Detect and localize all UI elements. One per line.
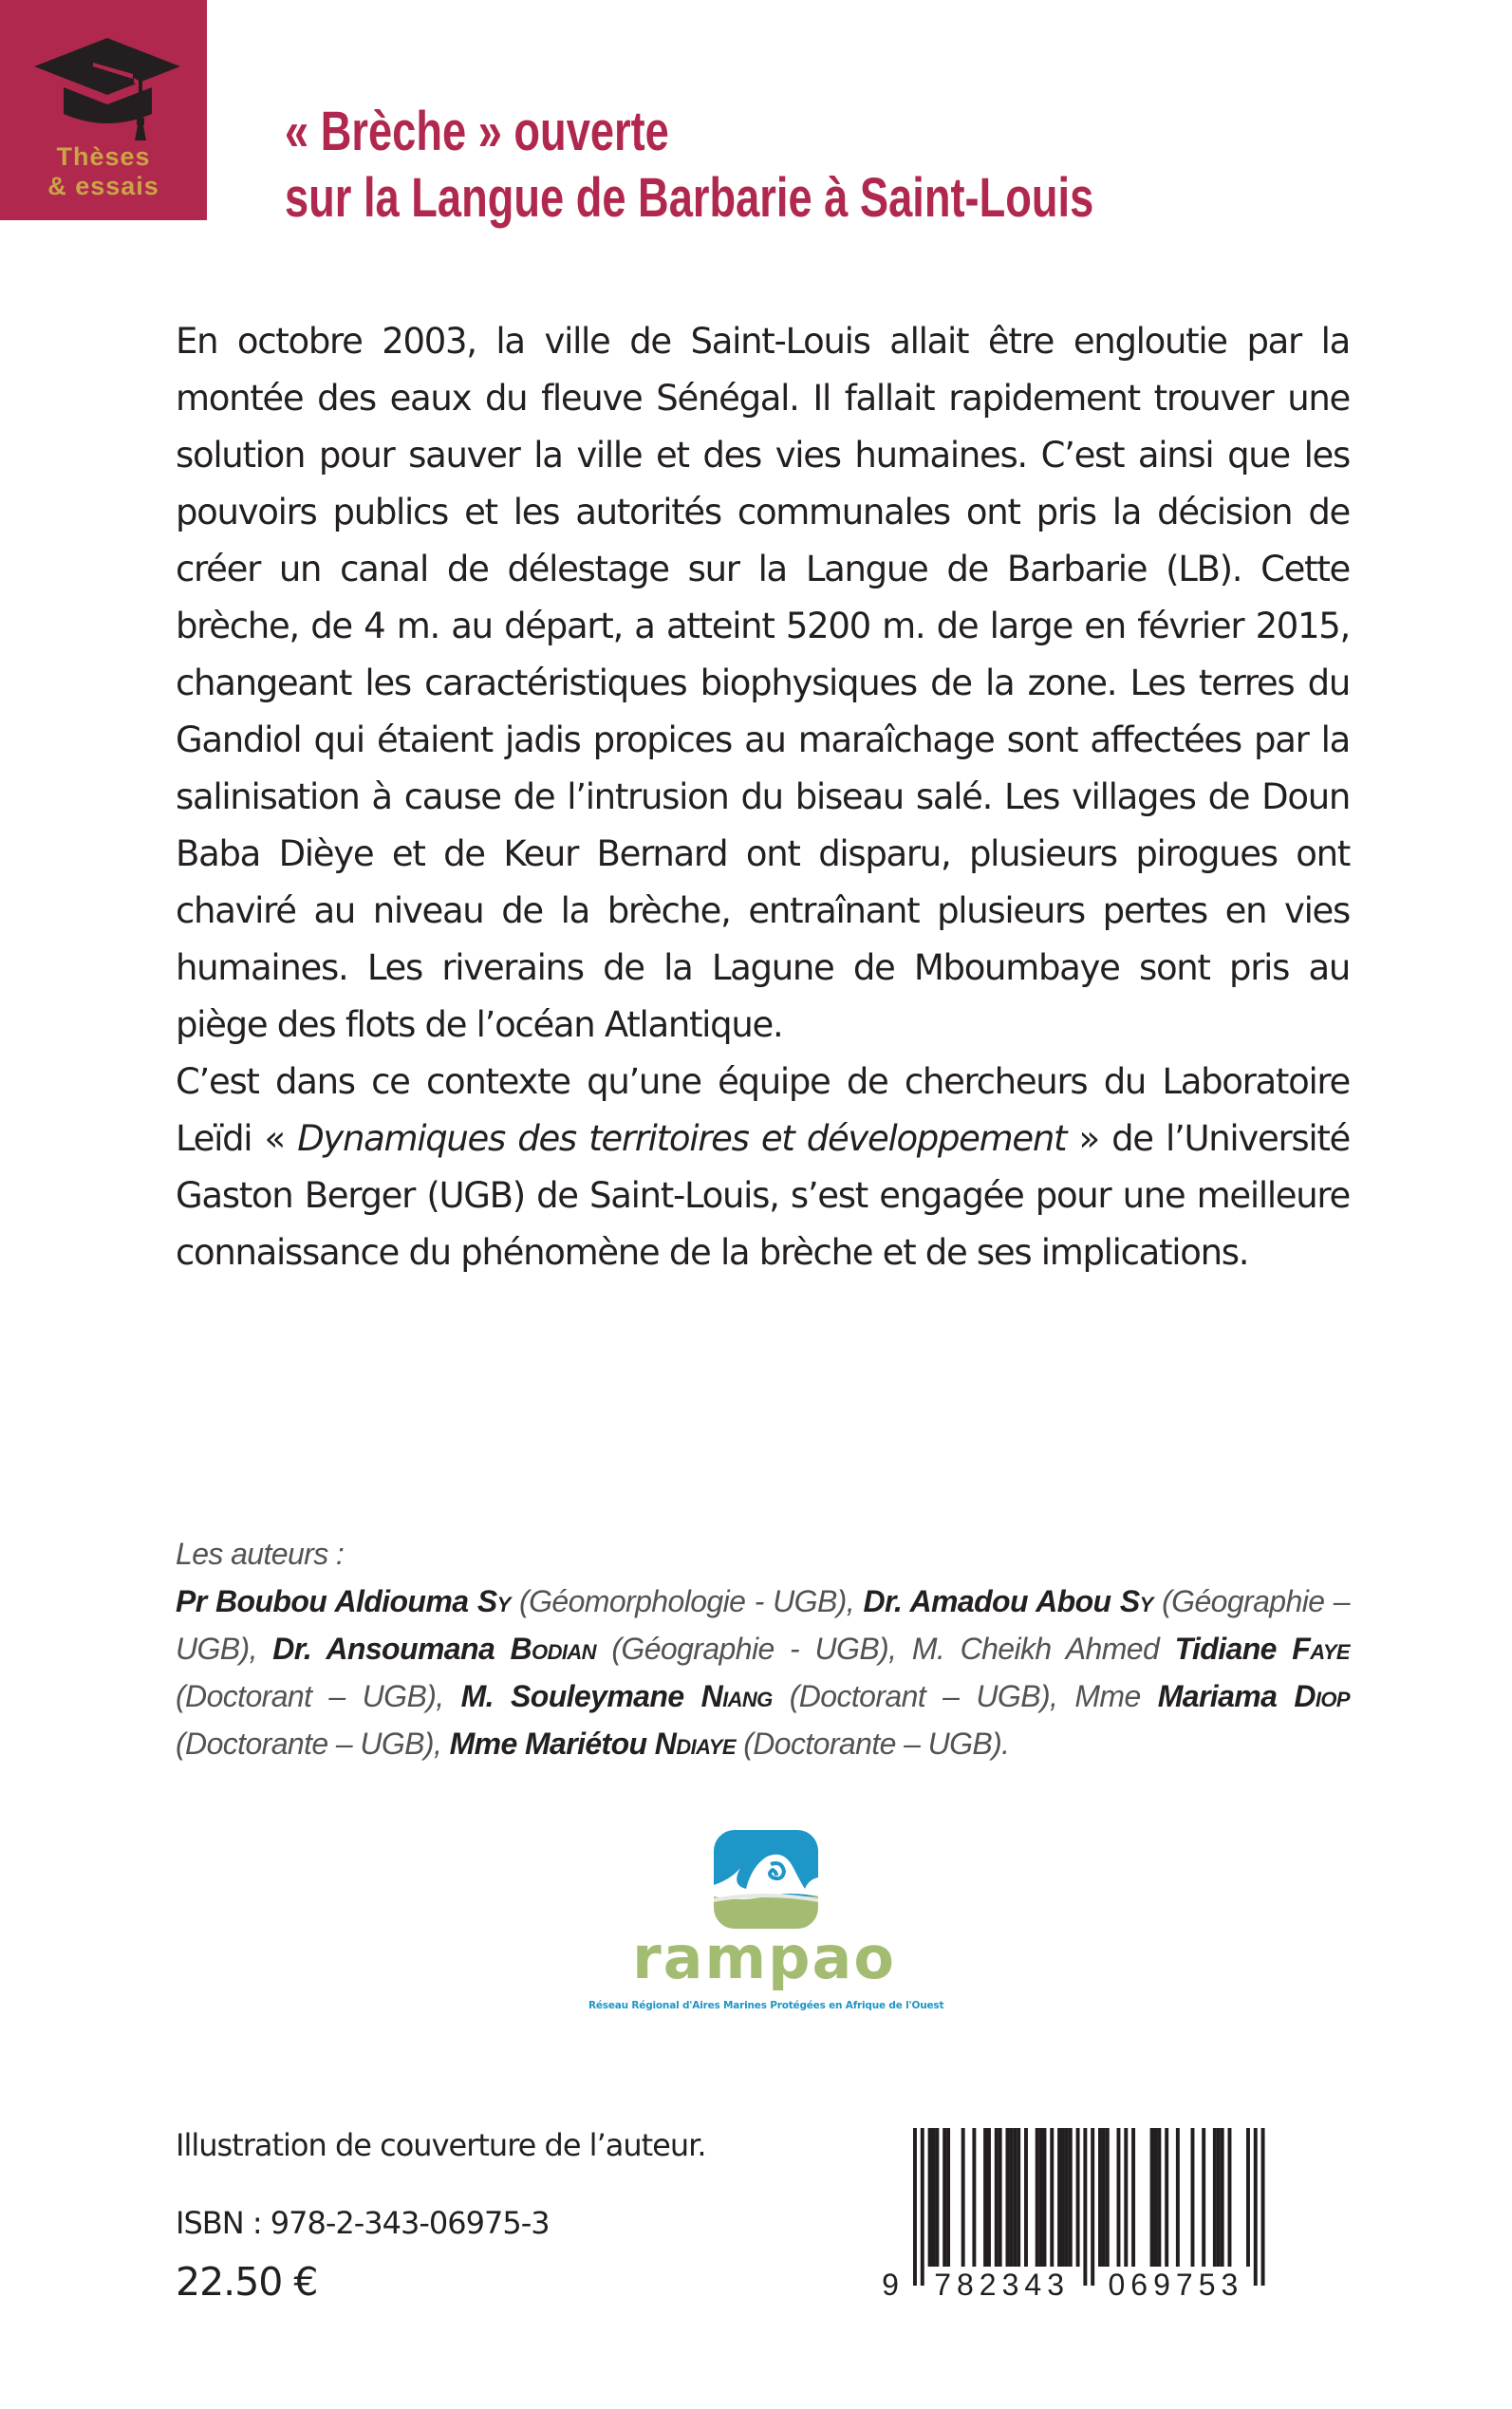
- author-entry: Dr. Ansoumana Bodian (Géographie - UGB),: [272, 1632, 912, 1666]
- summary-paragraph-2: [176, 1054, 1350, 1281]
- price: 22.50 €: [176, 2259, 318, 2305]
- rampao-logo: [588, 1822, 944, 2022]
- isbn-barcode: [873, 2124, 1281, 2305]
- svg-text:9: 9: [882, 2268, 899, 2302]
- illustration-credit: Illustration de couverture de l’auteur.: [176, 2127, 706, 2163]
- series-label-line1: Thèses: [56, 142, 151, 171]
- series-label-line2: & essais: [47, 172, 159, 200]
- author-entry: Mme Mariétou Ndiaye (Doctorante – UGB).: [449, 1727, 1010, 1761]
- rampao-wordmark: rampao: [632, 1923, 896, 1992]
- summary-p2-end: » de l’Université Gaston Berger (UGB) de Saint-Louis, s’est engagée pour une meilleure connaissance du phénomène de la brèche et de ses implications.: [176, 1118, 1351, 1273]
- svg-text:069753: 069753: [1108, 2268, 1244, 2302]
- title-line-2: sur la Langue de Barbarie à Saint-Louis: [285, 167, 1094, 229]
- wave-logo-icon: [588, 1822, 940, 1936]
- authors-heading: Les auteurs :: [176, 1537, 345, 1571]
- series-badge: [0, 0, 207, 220]
- author-entry: Mme Mariama Diop (Doctorante – UGB),: [176, 1679, 1350, 1761]
- svg-text:782343: 782343: [934, 2268, 1070, 2302]
- lab-name: Dynamiques des territoires et développement: [297, 1118, 1067, 1159]
- title-line-1: « Brèche » ouverte: [285, 101, 669, 162]
- summary-paragraph-1: En octobre 2003, la ville de Saint-Louis allait être engloutie par la montée des eaux du fleuve Sénégal. Il fallait rapidement trouver une solution pour sauver la ville et des vies humaines. C’est ainsi que les pouvoirs publics et les autorités communales ont pris la décision de créer un canal de délestage sur la Langue de Barbarie (LB). Cette brèche, de 4 m. au départ, a atteint 5200 m. de large en février 2015, changeant les caractéristiques biophysiques de la zone. Les terres du Gandiol qui étaient jadis propices au maraîchage sont affectées par la salinisation à cause de l’intrusion du biseau salé. Les villages de Doun Baba Dièye et de Keur Bernard ont disparu, plusieurs pirogues ont chaviré au niveau de la brèche, entraînant plusieurs pertes en vies humaines. Les riverains de la Lagune de Mboumbaye sont pris au piège des flots de l’océan Atlantique.: [176, 321, 1350, 1045]
- author-entry: M. Cheikh Ahmed Tidiane Faye (Doctorant – UGB),: [176, 1632, 1350, 1713]
- author-entry: Pr Boubou Aldiouma Sy (Géomorphologie - UGB),: [176, 1584, 864, 1618]
- author-entry: Dr. Amadou Abou Sy (Géographie – UGB),: [176, 1584, 1350, 1666]
- authors-section: [176, 1530, 1350, 1767]
- author-entry: M. Souleymane Niang (Doctorant – UGB),: [460, 1679, 1075, 1713]
- summary-p2-start: C’est dans ce contexte qu’une équipe de chercheurs du Laboratoire Leïdi «: [176, 1061, 1350, 1159]
- book-title: [285, 99, 1321, 232]
- isbn: ISBN : 978-2-343-06975-3: [176, 2205, 550, 2241]
- rampao-tagline: Réseau Régional d'Aires Marines Protégées en Afrique de l'Ouest: [588, 2000, 944, 2011]
- barcode-icon: [873, 2124, 1281, 2305]
- authors-list: [176, 1578, 1350, 1767]
- summary-text: [176, 313, 1350, 1281]
